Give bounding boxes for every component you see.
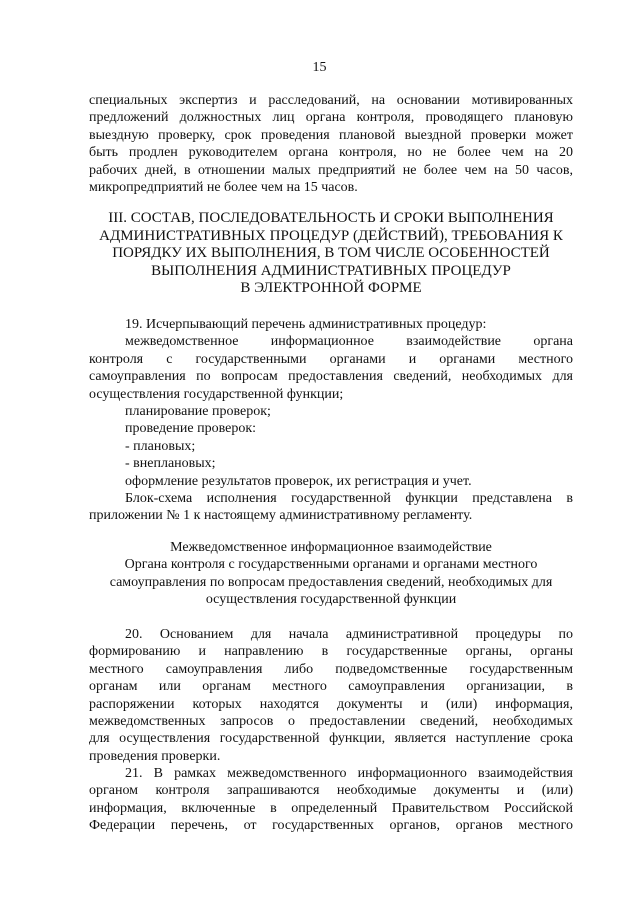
text-line: приложении № 1 к настоящему административному регламенту. (89, 508, 473, 524)
text-line: информация, включенные в определенный Правительством Российской (89, 800, 573, 816)
heading-line: самоуправления по вопросам предоставления сведений, необходимых для (109, 574, 553, 590)
text-line: оформление результатов проверок, их регистрация и учет. (125, 473, 472, 489)
text-line: предложений должностных лиц органа контроля, проводящего плановую (89, 110, 573, 126)
heading-line: осуществления государственной функции (205, 592, 457, 608)
heading-line: Органа контроля с государственными органами и органами местного (124, 557, 538, 573)
text-line: межведомственное информационное взаимодействие органа (125, 334, 573, 350)
text-line: распоряжении которых находятся документы и (или) информация, (89, 696, 573, 712)
section-heading (89, 210, 573, 298)
heading-line: АДМИНИСТРАТИВНЫХ ПРОЦЕДУР (ДЕЙСТВИЙ), ТРЕБОВАНИЯ К (99, 227, 563, 244)
text-line: рабочих дней, в отношении малых предприятий не более чем на 50 часов, (89, 162, 573, 178)
paragraph-21 (89, 765, 573, 835)
text-line: выездную проверку, срок проведения плановой выездной проверки может (89, 127, 573, 143)
text-line: микропредприятий не более чем на 15 часов. (89, 179, 358, 195)
text-line: проведение проверок: (125, 421, 257, 437)
text-line: для осуществления государственной функции, является наступление срока (89, 731, 573, 747)
text-line: Блок-схема исполнения государственной функции представлена в (125, 490, 573, 506)
text-line: органом контроля запрашиваются необходимые документы и (или) (89, 783, 573, 799)
text-line: самоуправления по вопросам предоставления сведений, необходимых для (89, 369, 573, 385)
text-line: специальных экспертиз и расследований, на основании мотивированных (89, 93, 573, 108)
text-line: проведения проверки. (89, 748, 221, 764)
subsection-heading (89, 539, 573, 609)
text-line: 20. Основанием для начала административной процедуры по (125, 627, 573, 642)
heading-line: В ЭЛЕКТРОННОЙ ФОРМЕ (240, 280, 422, 297)
paragraph-20 (89, 626, 573, 765)
text-line: - плановых; (125, 438, 196, 454)
page-number: 15 (312, 60, 327, 75)
heading-line: ПОРЯДКУ ИХ ВЫПОЛНЕНИЯ, В ТОМ ЧИСЛЕ ОСОБЕННОСТЕЙ (112, 245, 550, 262)
intro-paragraph (89, 92, 573, 196)
text-line: 19. Исчерпывающий перечень административных процедур: (125, 317, 487, 332)
text-line: Федерации перечень, от государственных органов, органов местного (89, 818, 573, 834)
heading-line: Межведомственное информационное взаимодействие (170, 540, 492, 555)
text-line: осуществления государственной функции; (89, 386, 344, 402)
paragraph-19 (89, 316, 573, 525)
heading-line: III. СОСТАВ, ПОСЛЕДОВАТЕЛЬНОСТЬ И СРОКИ ВЫПОЛНЕНИЯ (108, 210, 554, 226)
text-line: органам или органам местного самоуправления организации, в (89, 679, 573, 695)
text-line: 21. В рамках межведомственного информационного взаимодействия (125, 766, 573, 781)
text-line: быть продлен руководителем органа контроля, но не более чем на 20 (89, 145, 573, 161)
text-line: местного самоуправления либо подведомственные государственным (89, 661, 573, 677)
heading-line: ВЫПОЛНЕНИЯ АДМИНИСТРАТИВНЫХ ПРОЦЕДУР (151, 262, 511, 279)
text-line: контроля с государственными органами и органами местного (89, 351, 573, 367)
text-line: формированию и направлению в государственные органы, органы (89, 644, 573, 660)
text-line: планирование проверок; (125, 403, 271, 419)
text-line: межведомственных запросов о предоставлении сведений, необходимых (89, 713, 573, 729)
text-line: - внеплановых; (125, 456, 216, 472)
